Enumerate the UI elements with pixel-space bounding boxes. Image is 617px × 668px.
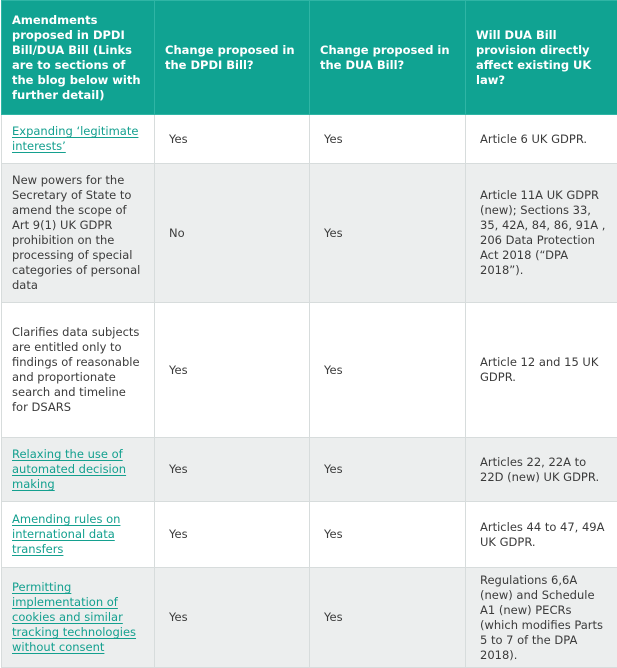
dua-cell: Yes (310, 502, 466, 568)
dpdi-cell: Yes (155, 568, 310, 668)
amendment-cell (2, 438, 155, 502)
amendment-cell (2, 502, 155, 568)
dua-cell: Yes (310, 303, 466, 438)
dpdi-cell: Yes (155, 502, 310, 568)
affects-cell: Article 11A UK GDPR (new); Sections 33, 35, 42A, 84, 86, 91A , 206 Data Protection Act 2018 (“DPA 2018”). (466, 164, 617, 303)
amendment-cell (2, 568, 155, 668)
dpdi-cell: Yes (155, 438, 310, 502)
table-row (2, 568, 617, 668)
dua-cell: Yes (310, 438, 466, 502)
amendment-link[interactable]: Amending rules on international data transfers (12, 512, 121, 556)
dua-cell: Yes (310, 568, 466, 668)
table-row (2, 164, 617, 303)
header-amendments: Amendments proposed in DPDI Bill/DUA Bill (Links are to sections of the blog below with further detail) (2, 1, 155, 115)
header-dua: Change proposed in the DUA Bill? (310, 1, 466, 115)
dua-cell: Yes (310, 115, 466, 164)
amendment-link[interactable]: Expanding ‘legitimate interests’ (12, 124, 139, 153)
affects-cell: Article 6 UK GDPR. (466, 115, 617, 164)
header-affects-law: Will DUA Bill provision directly affect existing UK law? (466, 1, 617, 115)
affects-cell: Articles 22, 22A to 22D (new) UK GDPR. (466, 438, 617, 502)
header-dpdi: Change proposed in the DPDI Bill? (155, 1, 310, 115)
affects-cell: Article 12 and 15 UK GDPR. (466, 303, 617, 438)
amendment-link[interactable]: Relaxing the use of automated decision making (12, 447, 127, 491)
amendment-cell: New powers for the Secretary of State to amend the scope of Art 9(1) UK GDPR prohibition on the processing of special categories of personal data (2, 164, 155, 303)
dua-cell: Yes (310, 164, 466, 303)
amendment-cell: Clarifies data subjects are entitled only to findings of reasonable and proportionate search and timeline for DSARS (2, 303, 155, 438)
amendments-table (1, 0, 617, 668)
dpdi-cell: Yes (155, 115, 310, 164)
table-row (2, 438, 617, 502)
amendment-link[interactable]: Permitting implementation of cookies and similar tracking technologies without consent (12, 580, 137, 654)
table-row (2, 115, 617, 164)
table-row (2, 303, 617, 438)
dpdi-cell: Yes (155, 303, 310, 438)
table-row (2, 502, 617, 568)
affects-cell: Regulations 6,6A (new) and Schedule A1 (new) PECRs (which modifies Parts 5 to 7 of the DPA 2018). (466, 568, 617, 668)
header-row (2, 1, 617, 115)
dpdi-cell: No (155, 164, 310, 303)
amendment-cell (2, 115, 155, 164)
affects-cell: Articles 44 to 47, 49A UK GDPR. (466, 502, 617, 568)
